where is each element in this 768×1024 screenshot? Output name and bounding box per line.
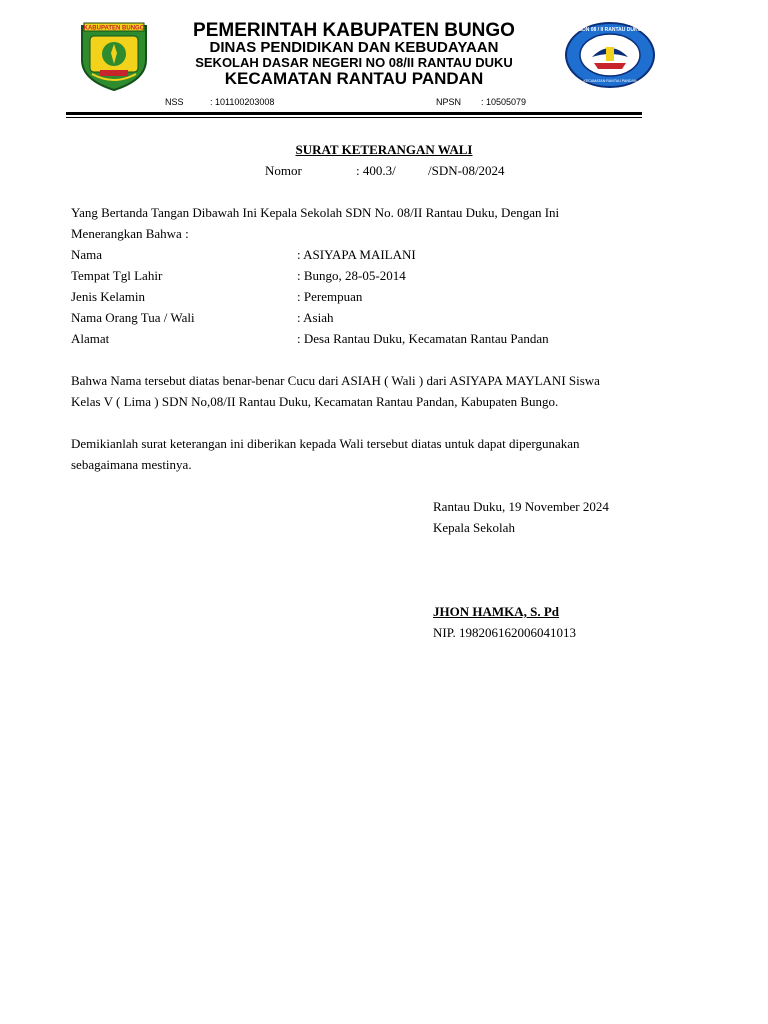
right-logo-sublabel: KECAMATAN RANTAU PANDAN [583,79,637,83]
field-label: Nama Orang Tua / Wali [71,310,195,325]
signature-name: JHON HAMKA, S. Pd [433,604,560,619]
paragraph-1-line-2: Kelas V ( Lima ) SDN No,08/II Rantau Duku, Kecamatan Rantau Pandan, Kabupaten Bungo. [71,394,559,409]
field-value: : Desa Rantau Duku, Kecamatan Rantau Pandan [297,331,549,346]
signature-position: Kepala Sekolah [433,520,515,535]
letter-title: SURAT KETERANGAN WALI [295,142,473,157]
header-rule-thin [66,117,642,118]
field-value: : Bungo, 28-05-2014 [297,268,406,283]
kabupaten-bungo-logo [78,20,150,92]
school-logo [564,21,656,89]
npsn-label: NPSN [436,97,462,107]
signature-nip: NIP. 198206162006041013 [433,625,577,640]
field-value: : ASIYAPA MAILANI [297,247,416,262]
nomor-label: Nomor [265,163,302,178]
signature-place-date: Rantau Duku, 19 November 2024 [433,499,609,514]
paragraph-2-line-1: Demikianlah surat keterangan ini diberikan kepada Wali tersebut diatas untuk dapat dipergunakan [71,436,580,451]
header-district: KECAMATAN RANTAU PANDAN [224,69,484,88]
npsn-value: : 10505079 [481,97,527,107]
nss-label: NSS [165,97,184,107]
field-value: : Perempuan [297,289,363,304]
paragraph-2-line-2: sebagaimana mestinya. [71,457,192,472]
header-department: DINAS PENDIDIKAN DAN KEBUDAYAAN [209,39,499,56]
field-label: Alamat [71,331,110,346]
nss-value: : 101100203008 [210,97,275,107]
paragraph-1-line-1: Bahwa Nama tersebut diatas benar-benar Cucu dari ASIAH ( Wali ) dari ASIYAPA MAYLANI Siswa [71,373,600,388]
field-label: Nama [71,247,103,262]
nomor-suffix: /SDN-08/2024 [428,163,505,178]
nomor-value: : 400.3/ [356,163,396,178]
header-government: PEMERINTAH KABUPATEN BUNGO [193,20,515,41]
left-logo-label: KABUPATEN BUNGO [83,25,145,32]
header-school: SEKOLAH DASAR NEGERI NO 08/II RANTAU DUKU [195,55,513,70]
intro-line-2: Menerangkan Bahwa : [71,226,189,241]
header-rule-thick [66,112,642,115]
field-value: : Asiah [297,310,334,325]
field-label: Jenis Kelamin [71,289,146,304]
intro-line-1: Yang Bertanda Tangan Dibawah Ini Kepala Sekolah SDN No. 08/II Rantau Duku, Dengan Ini [71,205,560,220]
field-label: Tempat Tgl Lahir [71,268,163,283]
right-logo-label: SDN 08 / II RANTAU DUKU [578,27,642,33]
